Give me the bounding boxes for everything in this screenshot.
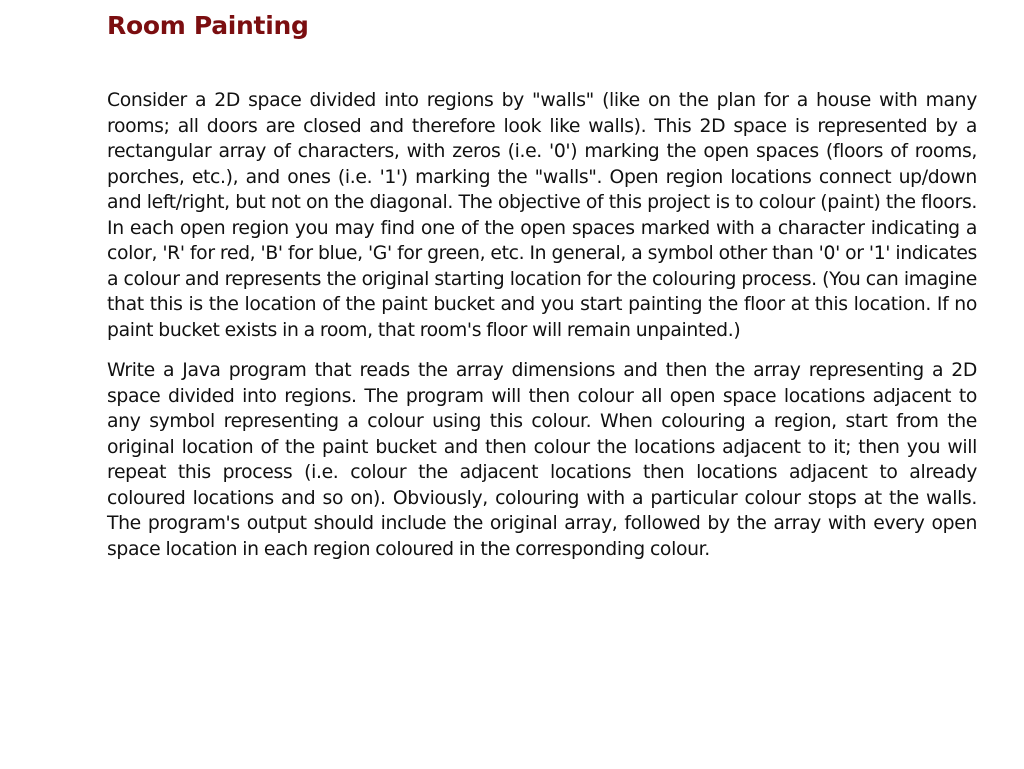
document-title: Room Painting xyxy=(107,11,309,40)
paragraph-problem-description: Consider a 2D space divided into regions by "walls" (like on the plan for a house with many rooms; all doors are closed and therefore look like walls). This 2D space is represented by a rectangular array of characters, with zeros (i.e. '0') marking the open spaces (floors of rooms, porches, etc.), and ones (i.e. '1') marking the "walls". Open region locations connect up/down and left/right, but not on the diagonal. The objective of this project is to colour (paint) the floors. In each open region you may find one of the open spaces marked with a character indicating a color, 'R' for red, 'B' for blue, 'G' for green, etc. In general, a symbol other than '0' or '1' indicates a colour and represents the original starting location for the colouring process. (You can imagine that this is the location of the paint bucket and you start painting the floor at this location. If no paint bucket exists in a room, that room's floor will remain unpainted.) xyxy=(107,90,977,341)
document-page xyxy=(107,8,977,562)
paragraph-program-requirements: Write a Java program that reads the array dimensions and then the array representing a 2D space divided into regions. The program will then colour all open space locations adjacent to any symbol representing a colour using this colour. When colouring a region, start from the original location of the paint bucket and then colour the locations adjacent to it; then you will repeat this process (i.e. colour the adjacent locations then locations adjacent to already coloured locations and so on). Obviously, colouring with a particular colour stops at the walls. The program's output should include the original array, followed by the array with every open space location in each region coloured in the corresponding colour. xyxy=(107,360,977,560)
